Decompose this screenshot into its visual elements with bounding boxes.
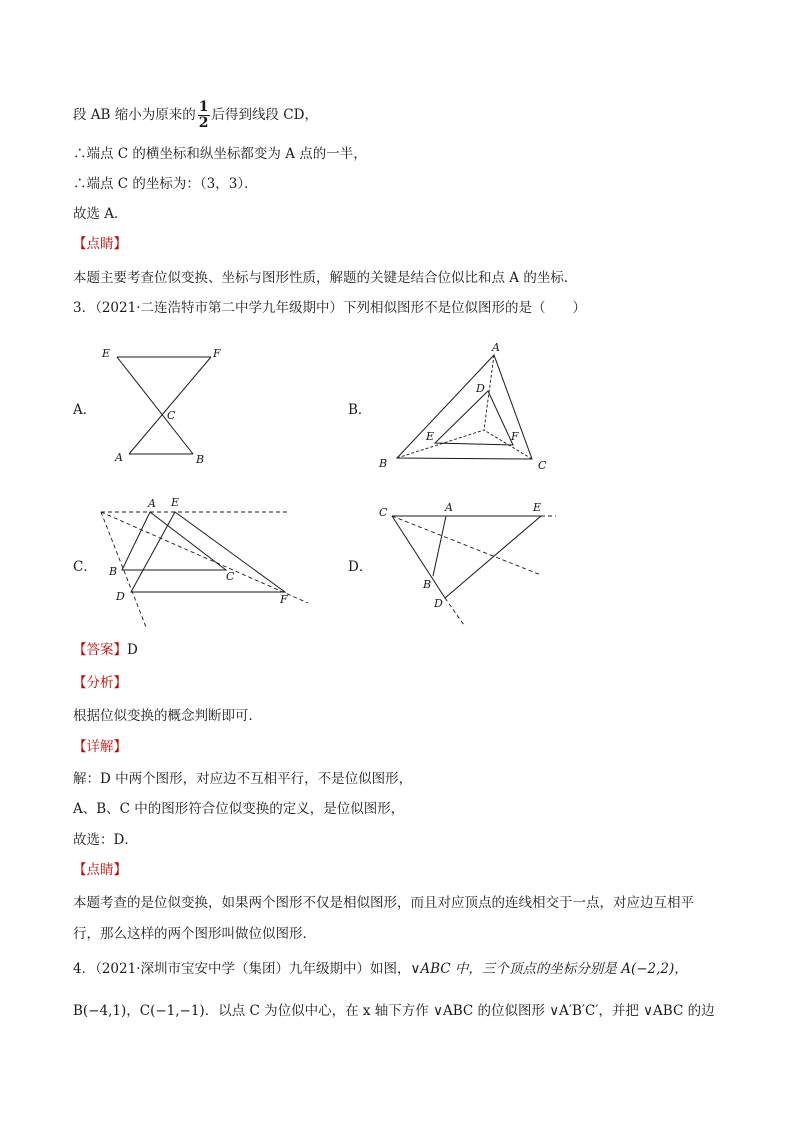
heading-fenxi: 【分析】 <box>73 675 127 691</box>
answer-label: 【答案】 <box>73 642 127 658</box>
label-c: C <box>379 506 388 519</box>
label-e: E <box>426 430 435 443</box>
label-b: B <box>109 565 118 578</box>
heading-xiangjie: 【详解】 <box>73 739 127 755</box>
label-e: E <box>171 496 180 509</box>
line-10: 本题考查的是位似变换，如果两个图形不仅是相似图形，而且对应顶点的连线相交于一点，对应边互相平 <box>73 895 694 911</box>
dashed-extension-d <box>445 598 464 625</box>
line-8: A、B、C 中的图形符合位似变换的定义，是位似图形， <box>73 801 405 817</box>
question-4-coords: ∨ABC 中，三个顶点的坐标分别是 A(−2,2)， <box>410 961 688 977</box>
option-a-label: A． <box>73 402 97 418</box>
line-5: 本题主要考查位似变换、坐标与图形性质，解题的关键是结合位似比和点 A 的坐标． <box>73 270 578 286</box>
dashed-diagonal <box>392 516 541 575</box>
question-4-line-1 <box>73 960 688 978</box>
heading-dianjing-2: 【点睛】 <box>73 862 127 878</box>
line-9: 故选：D． <box>73 832 138 848</box>
option-c-label: C． <box>73 559 97 575</box>
label-e: E <box>102 347 111 360</box>
line-3: ∴端点 C 的坐标为：（3，3）． <box>73 176 258 192</box>
label-b: B <box>379 457 388 470</box>
option-d-label: D． <box>348 559 373 575</box>
segment-ed <box>445 516 541 598</box>
label-e: E <box>533 501 542 514</box>
label-f: F <box>213 347 221 360</box>
line-2: ∴端点 C 的横坐标和纵坐标都变为 A 点的一半， <box>73 146 367 162</box>
question-3: 3．（2021·二连浩特市第二中学九年级期中）下列相似图形不是位似图形的是（ ） <box>73 300 586 316</box>
label-c: C <box>167 409 176 422</box>
label-f: F <box>280 593 288 606</box>
label-a: A <box>115 451 123 464</box>
line-4: 故选 A． <box>73 206 128 222</box>
label-a: A <box>445 501 453 514</box>
question-4-line-2: B(−4,1)，C(−1,−1)．以点 C 为位似中心，在 x 轴下方作 ∨ABC 的位似图形 ∨A′B′C′，并把 ∨ABC 的边 <box>73 1003 715 1019</box>
text-segment: 段 AB 缩小为原来的 <box>73 107 196 123</box>
label-d: D <box>434 597 443 610</box>
question-4-intro: 4．（2021·深圳市宝安中学（集团）九年级期中）如图， <box>73 961 411 977</box>
answer-line <box>73 641 138 659</box>
label-a: A <box>148 497 156 510</box>
segment-ab <box>433 516 446 576</box>
label-b: B <box>196 453 205 466</box>
label-d: D <box>116 590 125 603</box>
label-f: F <box>511 430 519 443</box>
fraction-denominator: 2 <box>198 115 209 131</box>
label-c: C <box>226 570 235 583</box>
text-segment: 后得到线段 CD， <box>211 107 318 123</box>
line-6: 根据位似变换的概念判断即可． <box>73 708 262 724</box>
label-d: D <box>476 382 485 395</box>
option-b-label: B． <box>348 402 372 418</box>
heading-dianjing-1: 【点睛】 <box>73 236 127 252</box>
label-a: A <box>492 341 500 354</box>
line-11: 行，那么这样的两个图形叫做位似图形． <box>73 926 316 942</box>
label-b: B <box>423 578 432 591</box>
fraction-numerator: 1 <box>198 99 209 115</box>
line-7: 解：D 中两个图形，对应边不互相平行，不是位似图形， <box>73 771 413 787</box>
answer-value: D <box>127 642 138 658</box>
label-c: C <box>538 459 547 472</box>
